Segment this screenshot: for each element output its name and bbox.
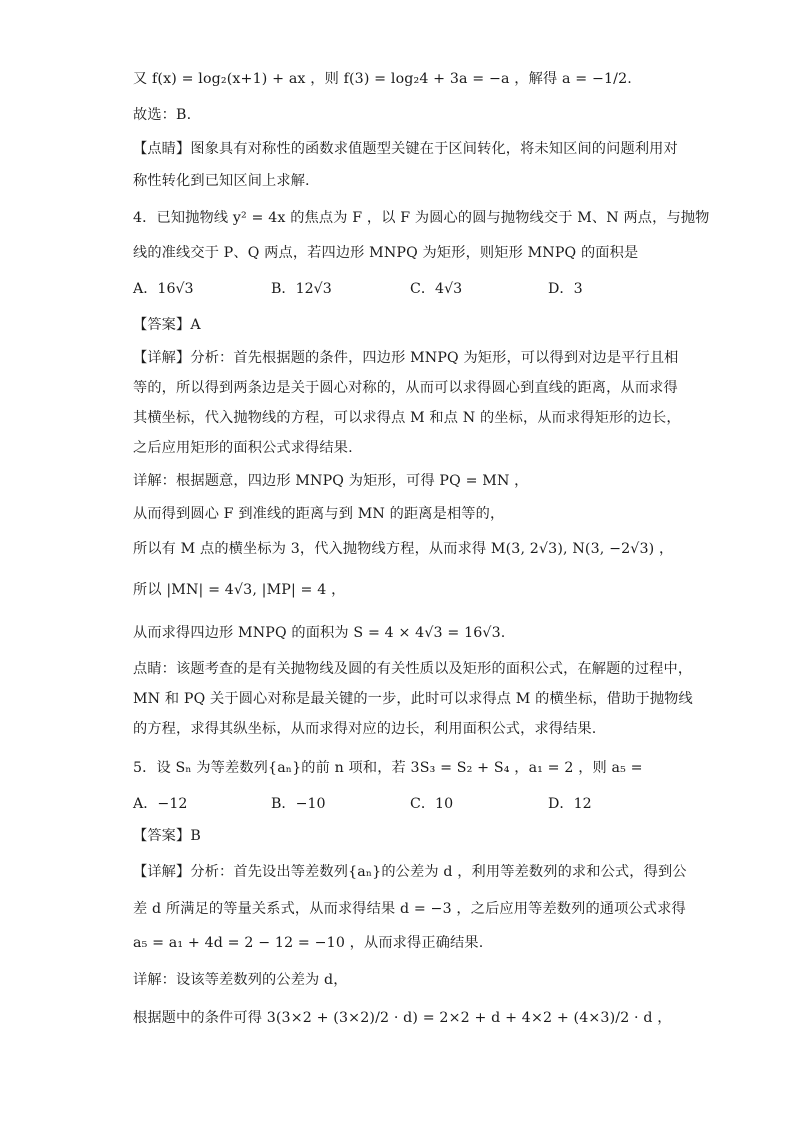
text-line: 等的，所以得到两条边是关于圆心对称的，从而可以求得圆心到直线的距离，从而求得 xyxy=(133,380,678,396)
q4-option-b: B．12√3 xyxy=(271,281,332,297)
question-5-stem: 5．设 Sₙ 为等差数列{aₙ}的前 n 项和，若 3S₃ = S₂ + S₄ ，a₁ = 2 ，则 a₅ = xyxy=(133,760,643,776)
q5-option-a: A．−12 xyxy=(133,796,188,812)
question-4-stem-cont: 线的准线交于 P、Q 两点，若四边形 MNPQ 为矩形，则矩形 MNPQ 的面积是 xyxy=(133,245,639,261)
question-4-stem: 4．已知抛物线 y² = 4x 的焦点为 F ，以 F 为圆心的圆与抛物线交于 M、N 两点，与抛物 xyxy=(133,210,710,226)
text-line: 所以 |MN| = 4√3, |MP| = 4 ， xyxy=(133,582,346,598)
text-line: 从而得到圆心 F 到准线的距离与到 MN 的距离是相等的， xyxy=(133,506,505,522)
answer-label: 【答案】A xyxy=(133,317,201,333)
text-line: 称性转化到已知区间上求解. xyxy=(133,173,310,189)
answer-label: 【答案】B xyxy=(133,828,201,844)
text-line: MN 和 PQ 关于圆心对称是最关键的一步，此时可以求得点 M 的横坐标，借助于抛物线 xyxy=(133,691,693,707)
q4-option-d: D．3 xyxy=(548,281,583,297)
text-line: 所以有 M 点的横坐标为 3，代入抛物线方程，从而求得 M(3, 2√3), N(3, −2√3) ， xyxy=(133,541,674,557)
text-line: 又 f(x) = log₂(x+1) + ax ，则 f(3) = log₂4 + 3a = −a ，解得 a = −1/2. xyxy=(133,71,632,87)
q5-option-d: D．12 xyxy=(548,796,592,812)
text-line: 从而求得四边形 MNPQ 的面积为 S = 4 × 4√3 = 16√3. xyxy=(133,625,506,641)
text-line: 故选：B. xyxy=(133,107,192,123)
q5-option-b: B．−10 xyxy=(271,796,326,812)
text-line: 详解：设该等差数列的公差为 d， xyxy=(133,972,348,988)
text-line: 【详解】分析：首先设出等差数列{aₙ}的公差为 d ，利用等差数列的求和公式，得到公 xyxy=(133,864,687,880)
q5-option-c: C．10 xyxy=(410,796,454,812)
q4-option-a: A．16√3 xyxy=(133,281,194,297)
text-line: 【点睛】图象具有对称性的函数求值题型关键在于区间转化，将未知区间的问题利用对 xyxy=(133,141,678,157)
text-line: 详解：根据题意，四边形 MNPQ 为矩形，可得 PQ = MN ， xyxy=(133,473,529,489)
text-line: 点睛：该题考查的是有关抛物线及圆的有关性质以及矩形的面积公式，在解题的过程中， xyxy=(133,661,693,677)
text-line: a₅ = a₁ + 4d = 2 − 12 = −10 ，从而求得正确结果. xyxy=(133,935,484,951)
text-line: 差 d 所满足的等量关系式，从而求得结果 d = −3 ，之后应用等差数列的通项公式求得 xyxy=(133,901,686,917)
text-line: 【详解】分析：首先根据题的条件，四边形 MNPQ 为矩形，可以得到对边是平行且相 xyxy=(133,350,679,366)
text-line: 的方程，求得其纵坐标，从而求得对应的边长，利用面积公式，求得结果. xyxy=(133,721,597,737)
q4-option-c: C．4√3 xyxy=(410,281,463,297)
text-line: 之后应用矩形的面积公式求得结果. xyxy=(133,440,353,456)
text-line: 其横坐标，代入抛物线的方程，可以求得点 M 和点 N 的坐标，从而求得矩形的边长， xyxy=(133,410,681,426)
text-line: 根据题中的条件可得 3(3×2 + (3×2)/2 · d) = 2×2 + d + 4×2 + (4×3)/2 · d ， xyxy=(133,1010,672,1026)
